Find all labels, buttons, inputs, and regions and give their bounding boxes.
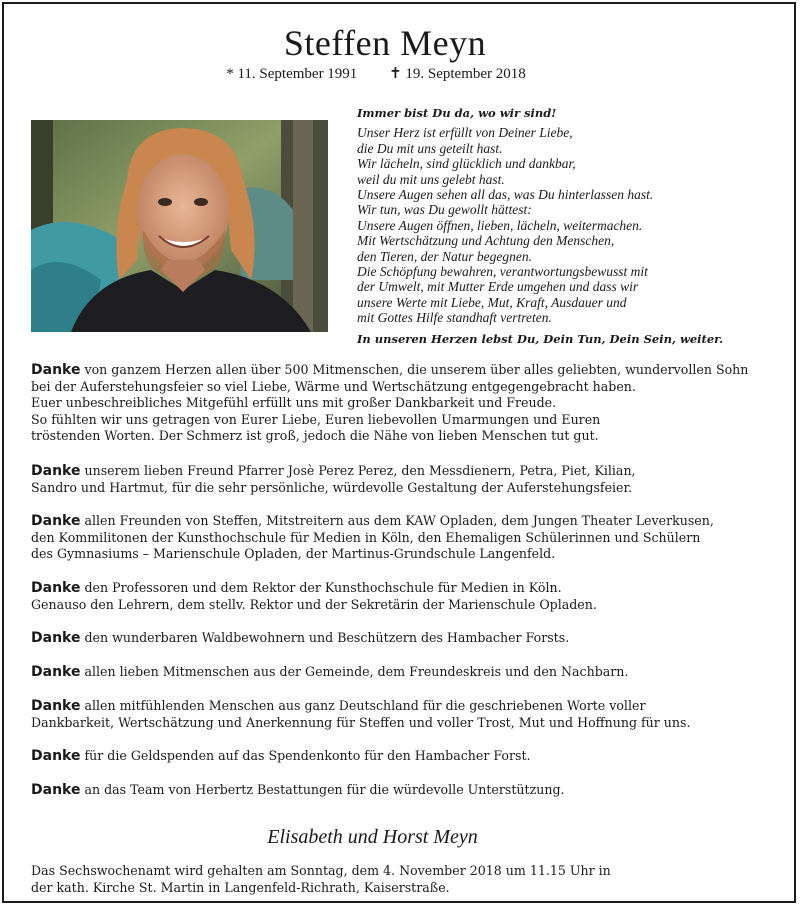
thanks-paragraph — [31, 664, 628, 681]
poem-line: mit Gottes Hilfe standhaft vertreten. — [357, 310, 552, 326]
thanks-paragraph — [31, 748, 531, 765]
portrait-photo — [31, 120, 328, 332]
poem-line: der Umwelt, mit Mutter Erde umgehen und dass wir — [357, 279, 639, 295]
thanks-line: So fühlten wir uns getragen von Eurer Liebe, Euren liebevollen Umarmungen und Euren — [31, 411, 601, 427]
danke-keyword: Danke — [31, 630, 81, 646]
signature: Elisabeth und Horst Meyn — [267, 826, 478, 848]
thanks-text: allen mitfühlenden Menschen aus ganz Deutschland für die geschriebenen Worte voller — [80, 698, 646, 713]
thanks-paragraph — [31, 513, 714, 563]
danke-keyword: Danke — [31, 463, 81, 479]
thanks-text: unserem lieben Freund Pfarrer Josè Perez Perez, den Messdienern, Petra, Piet, Kilian, — [80, 463, 636, 478]
poem-line: Unsere Augen öffnen, lieben, lächeln, weitermachen. — [357, 217, 643, 233]
thanks-paragraph — [31, 580, 597, 613]
danke-keyword: Danke — [31, 782, 81, 798]
life-dates — [0, 64, 752, 83]
thanks-paragraph — [31, 630, 569, 647]
birth-date: * 11. September 1991 — [226, 66, 358, 82]
danke-keyword: Danke — [31, 362, 81, 378]
thanks-text: für die Geldspenden auf das Spendenkonto für den Hambacher Forst. — [80, 748, 531, 763]
thanks-paragraph — [31, 362, 748, 445]
poem-line: weil du mit uns gelebt hast. — [357, 171, 505, 187]
poem-line: unsere Werte mit Liebe, Mut, Kraft, Ausdauer und — [357, 294, 627, 310]
thanks-paragraph — [31, 782, 565, 799]
poem — [357, 106, 777, 347]
danke-keyword: Danke — [31, 664, 81, 680]
thanks-line: des Gymnasiums – Marienschule Opladen, der Martinus-Grundschule Langenfeld. — [31, 546, 556, 562]
thanks-text: allen lieben Mitmenschen aus der Gemeinde, dem Freundeskreis und den Nachbarn. — [80, 664, 629, 679]
poem-closing: In unseren Herzen lebst Du, Dein Tun, Dein Sein, weiter. — [357, 331, 724, 346]
poem-line: den Tieren, der Natur begegnen. — [357, 248, 532, 264]
thanks-text: den Professoren und dem Rektor der Kunsthochschule für Medien in Köln. — [80, 580, 562, 595]
thanks-line: Genauso den Lehrern, dem stellv. Rektor und der Sekretärin der Marienschule Opladen. — [31, 596, 597, 612]
poem-line: Wir tun, was Du gewollt hättest: — [357, 202, 532, 218]
poem-line: Mit Wertschätzung und Achtung den Menschen, — [357, 233, 615, 249]
poem-heading: Immer bist Du da, wo wir sind! — [357, 106, 557, 120]
thanks-line: Euer unbeschreibliches Mitgefühl erfüllt uns mit großer Dankbarkeit und Freude. — [31, 395, 557, 411]
poem-line: Wir lächeln, sind glücklich und dankbar, — [357, 156, 576, 172]
danke-keyword: Danke — [31, 513, 81, 529]
notice-line: der kath. Kirche St. Martin in Langenfeld-Richrath, Kaiserstraße. — [31, 880, 450, 895]
thanks-line: Dankbarkeit, Wertschätzung und Anerkennung für Steffen und voller Trost, Mut und Hoffnung für uns. — [31, 714, 691, 730]
danke-keyword: Danke — [31, 698, 81, 714]
thanks-paragraph — [31, 698, 691, 731]
poem-line: Die Schöpfung bewahren, verantwortungsbewusst mit — [357, 264, 648, 280]
danke-keyword: Danke — [31, 748, 81, 764]
poem-line: die Du mit uns geteilt hast. — [357, 140, 503, 156]
thanks-line: bei der Auferstehungsfeier so viel Liebe, Wärme und Wertschätzung entgegengebracht haben. — [31, 378, 636, 394]
thanks-text: an das Team von Herbertz Bestattungen für die würdevolle Unterstützung. — [80, 782, 565, 797]
memorial-notice — [31, 862, 771, 896]
thanks-text: den wunderbaren Waldbewohnern und Beschützern des Hambacher Forsts. — [80, 630, 570, 645]
deceased-name: Steffen Meyn — [283, 23, 487, 63]
thanks-text: von ganzem Herzen allen über 500 Mitmenschen, die unserem über alles geliebten, wundervollen Sohn — [80, 362, 749, 377]
thanks-text: allen Freunden von Steffen, Mitstreitern aus dem KAW Opladen, dem Jungen Theater Leverkusen, — [80, 513, 714, 528]
thanks-line: den Kommilitonen der Kunsthochschule für Medien in Köln, den Ehemaligen Schülerinnen und Schülern — [31, 529, 701, 545]
death-date: ✝ 19. September 2018 — [389, 66, 526, 82]
notice-line: Das Sechswochenamt wird gehalten am Sonntag, dem 4. November 2018 um 11.15 Uhr in — [31, 863, 611, 878]
thanks-paragraph — [31, 463, 636, 496]
danke-keyword: Danke — [31, 580, 81, 596]
thanks-line: Sandro und Hartmut, für die sehr persönliche, würdevolle Gestaltung der Auferstehungsfeier. — [31, 479, 633, 495]
poem-line: Unser Herz ist erfüllt von Deiner Liebe, — [357, 125, 573, 141]
poem-line: Unsere Augen sehen all das, was Du hinterlassen hast. — [357, 187, 654, 203]
thanks-line: tröstenden Worten. Der Schmerz ist groß, jedoch die Nähe von lieben Menschen tut gut. — [31, 428, 599, 444]
